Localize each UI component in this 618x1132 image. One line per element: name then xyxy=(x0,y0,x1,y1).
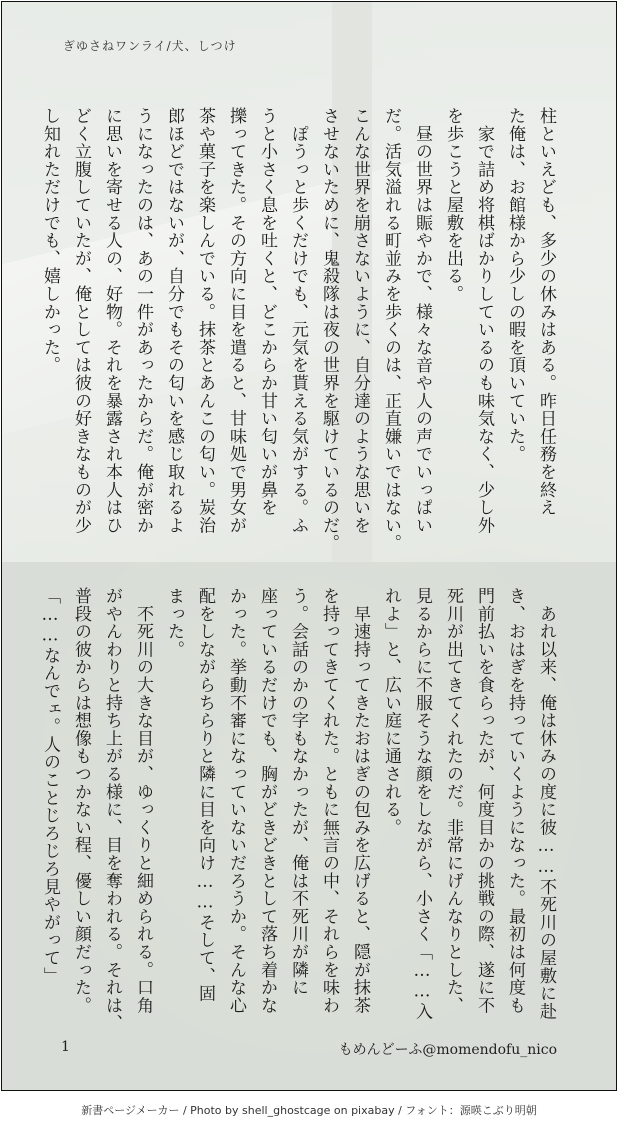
text-line: た俺は、お館様から少しの暇を頂いていた。 xyxy=(505,107,525,463)
text-line: あれ以来、俺は休みの度に彼……不死川の屋敷に赴 xyxy=(536,587,556,1021)
text-line: 家で詰め将棋ばかりしているのも味気なく、少し外 xyxy=(474,107,494,535)
page-header-title: ぎゆさねワンライ/犬、しつけ xyxy=(63,39,237,53)
text-line: まった。 xyxy=(164,587,184,659)
text-line: 普段の彼からは想像もつかない程、優しい顔だった。 xyxy=(71,587,91,1015)
text-line: 座っているだけでも、胸がどきどきとして落ち着かな xyxy=(257,587,277,1015)
text-line: 「……なんでェ。人のことじろじろ見やがって」 xyxy=(40,587,60,985)
novel-page xyxy=(1,1,617,1091)
text-line: ぽうっと歩くだけでも、元気を貰える気がする。ふ xyxy=(288,107,308,535)
text-line: どく立腹していたが、俺としては彼の好きなものが少 xyxy=(71,107,91,535)
text-line: き、おはぎを持っていくようになった。最初は何度も xyxy=(505,587,525,1015)
vertical-body-text xyxy=(40,107,559,1032)
credit-line: 新書ページメーカー / Photo by shell_ghostcage on pixabay / フォント：源暎こぶり明朝 xyxy=(81,1104,537,1117)
text-line: 擽ってきた。その方向に目を遣ると、甘味処で男女が xyxy=(226,107,246,535)
text-line: だ。活気溢れる町並みを歩くのは、正直嫌いではない。 xyxy=(381,107,401,552)
text-line: 死川が出てきてくれたのだ。非常にげんなりとした、 xyxy=(443,587,463,1015)
text-line: 柱といえども、多少の休みはある。昨日任務を終え xyxy=(536,107,556,517)
text-line: 見るからに不服そうな顔をしながら、小さく「……入 xyxy=(412,587,432,1021)
text-line: を持ってきてくれた。ともに無言の中、それらを味わ xyxy=(319,587,339,1015)
text-line: し知れただけでも、嬉しかった。 xyxy=(40,107,60,374)
text-line: 早速持ってきたおはぎの包みを広げると、隠が抹茶 xyxy=(350,587,370,1015)
text-line: 不死川の大きな目が、ゆっくりと細められる。口角 xyxy=(133,587,153,1015)
text-line: 茶や菓子を楽しんでいる。抹茶とあんこの匂い。炭治 xyxy=(195,107,215,535)
text-line: させないために、鬼殺隊は夜の世界を駆けているのだ。 xyxy=(319,107,339,552)
text-line: こんな世界を崩さないように、自分達のような思いを xyxy=(350,107,370,535)
text-line: れよ」と、広い庭に通される。 xyxy=(381,587,401,837)
text-line: 昼の世界は賑やかで、様々な音や人の声でいっぱい xyxy=(412,107,432,535)
page-number: 1 xyxy=(61,1039,70,1055)
text-line: かった。挙動不審になっていないだろうか。そんな心 xyxy=(226,587,246,1015)
author-handle: もめんどーふ@momendofu_nico xyxy=(338,1042,557,1058)
text-line: うと小さく息を吐くと、どこからか甘い匂いが鼻を xyxy=(257,107,277,517)
text-line: 門前払いを食らったが、何度目かの挑戦の際、遂に不 xyxy=(474,587,494,1015)
text-line: う。会話のかの字もなかったが、俺は不死川が隣に xyxy=(288,587,308,997)
text-line: 郎ほどではないが、自分でもその匂いを感じ取れるよ xyxy=(164,107,184,535)
text-line: を歩こうと屋敷を出る。 xyxy=(443,107,463,303)
text-line: がやんわりと持ち上がる様に、目を奪われる。それは、 xyxy=(102,587,122,1032)
text-line: うになったのは、あの一件があったからだ。俺が密か xyxy=(133,107,153,535)
text-line: 配をしながらちらりと隣に目を向け……そして、固 xyxy=(195,587,215,1003)
text-line: に思いを寄せる人の、好物。それを暴露され本人はひ xyxy=(102,107,122,535)
